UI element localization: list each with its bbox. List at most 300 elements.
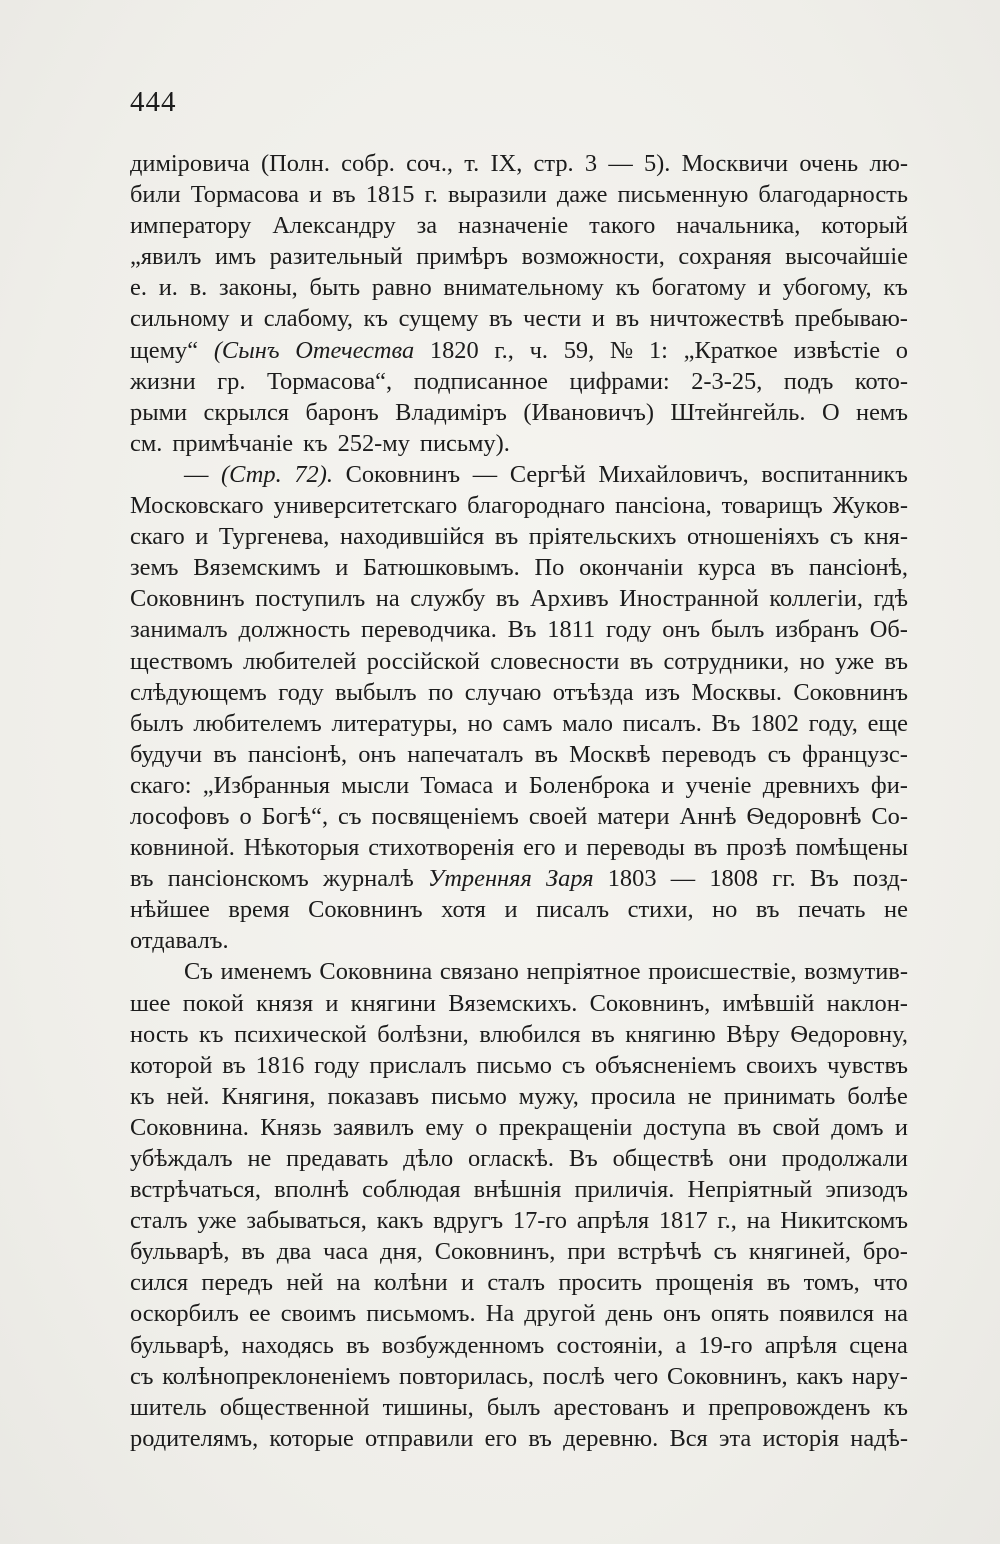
word: опять [710,1300,770,1328]
word: не [687,1082,712,1110]
word: и [894,1113,908,1141]
word: какъ [796,1362,844,1390]
word: и [195,523,209,551]
word: въ [346,1331,370,1359]
word: Вѣру [726,1020,780,1048]
text-line [130,894,908,925]
text-line [130,1019,908,1050]
word: отдавалъ. [130,927,229,955]
word: Александру [272,212,396,240]
word: находясь [241,1331,334,1359]
word: въ [629,647,654,675]
word: щему“ [130,336,199,364]
word: помѣщены [795,834,908,862]
word: ее [248,1300,271,1328]
word: въ [494,523,519,551]
word: равно [371,274,432,302]
word: законы, [218,274,298,302]
word: огласкѣ. [468,1145,555,1172]
text-line [130,241,908,272]
word: гдѣ [873,585,908,613]
word: родителямъ, [130,1424,259,1452]
word: прислалъ [369,1051,467,1079]
word: исторiя [762,1424,840,1452]
word: и [757,274,771,302]
word: примѣчанiе [172,429,294,457]
word: французс- [802,740,908,768]
word: въ [534,740,558,768]
word: Штейнгейль. [670,398,806,426]
word: е. [130,274,147,302]
text-line [130,459,908,490]
word: стихотворенiя [368,834,515,862]
word: прощенiя [655,1269,754,1297]
word: который [821,212,908,240]
word: о [475,1113,488,1141]
word: влюбился [479,1020,581,1048]
word: самъ [502,709,553,737]
word: Со- [871,802,908,830]
word: будучи [130,740,203,768]
word: къ [615,274,640,302]
word: Утренняя [427,865,532,893]
word: выразили [447,181,547,209]
word: находившiйся [339,523,485,551]
page-number: 444 [130,86,177,118]
word: Соковнинъ, [589,989,711,1017]
word: эпизодъ [825,1176,908,1204]
text-line [130,1236,908,1267]
word: „Избранныя [202,771,330,799]
word: лю- [869,150,908,177]
word: баронъ [305,398,379,426]
word: на [336,1269,361,1297]
word: и [461,1269,475,1297]
word: любителей [243,647,357,675]
word: надѣ- [850,1424,908,1452]
word: Отечества [295,336,415,364]
word: наклон- [826,989,908,1017]
word: уже [197,1207,237,1235]
text-line [130,925,908,956]
word: Нѣкоторыя [243,834,360,862]
word: гр. [217,367,246,395]
word: обществѣ [612,1145,714,1172]
word: Соковнина. [130,1113,249,1141]
word: Въ [711,709,741,737]
word: Владимiръ [395,398,507,426]
word: Ѳедоровнѣ [746,802,862,830]
word: кото- [854,367,908,395]
word: пребываю- [794,305,908,333]
word: должность [238,616,351,644]
word: время [228,896,290,924]
word: послѣ [542,1362,605,1390]
text-line [130,179,908,210]
word: Жуков- [832,492,908,520]
word: письмомъ. [366,1300,476,1328]
word: (Ивановичъ) [523,398,654,426]
word: Соковнинъ, [666,1362,788,1390]
word: и [325,989,339,1017]
word: Батюшковымъ. [363,554,520,582]
word: Соковнинъ, [434,1238,556,1266]
word: въ [213,740,237,768]
word: 1808 [709,865,759,893]
word: высочайшiе [785,243,908,271]
word: писалъ [536,896,610,924]
word: встрѣчѣ [617,1238,702,1266]
word: чести [523,305,582,333]
word: препровожденъ [708,1393,871,1421]
word: пансiонѣ, [808,554,908,582]
word: приличiя. [574,1176,675,1204]
word: — [608,150,633,177]
text-line [130,739,908,770]
word: скаго: [130,771,192,799]
word: и [661,771,675,799]
word: службу [410,585,486,613]
word: ч. [529,336,548,364]
word: которой [130,1051,213,1079]
word: апрѣля [576,1207,650,1235]
word: Соковнинъ [308,896,423,924]
word: На [485,1300,515,1328]
word: въ [693,834,718,862]
word: своимъ [280,1300,357,1328]
word: Аннѣ [679,802,737,830]
word: еще [867,709,908,737]
word: 19-го [698,1331,753,1359]
word: Соковнинъ [793,678,908,706]
word: Съ [184,958,213,986]
word: психической [234,1020,367,1048]
word: 3 [584,150,598,177]
word: назначенiе [458,212,569,240]
word: нару- [851,1362,908,1390]
word: Въ [568,1145,598,1172]
word: внѣшнiя [473,1176,562,1204]
word: колѣнопреклоненiемъ [162,1362,391,1390]
word: Богѣ“, [261,802,329,830]
word: 72). [294,460,333,488]
word: въ [737,1113,762,1141]
word: и [240,305,254,333]
word: мысли [341,771,410,799]
word: съ [561,1051,586,1079]
word: шитель [130,1393,207,1421]
word: избранъ [775,616,859,644]
word: но [712,896,738,924]
word: въ [770,554,795,582]
word: день [605,1300,653,1328]
word: богатому [651,274,747,302]
word: — [472,460,498,488]
text-line [130,1330,908,1361]
word: писалъ. [622,709,702,737]
word: 1803 [607,865,657,893]
word: Архивъ [529,585,609,613]
word: Москвы. [691,678,782,706]
word: и [309,181,323,209]
word: Тургенева, [218,523,330,551]
word: Княгиня, [221,1082,316,1110]
word: ществомъ [130,647,233,675]
word: соч., [406,150,454,177]
word: прекращенiи [498,1113,633,1141]
word: университетскаго [273,492,458,520]
word: просила [590,1082,676,1110]
word: связано [439,958,519,986]
word: передъ [201,1269,274,1297]
word: коллегiи, [769,585,863,613]
word: скрылся [203,398,289,426]
text-line [130,801,908,832]
word: слабому, [263,305,353,333]
word: сцена [849,1331,908,1359]
word: Князь [260,1113,322,1141]
word: Вяземскимъ [193,554,321,582]
word: позд- [852,865,908,893]
word: фи- [870,771,908,799]
word: лософовъ [130,802,230,830]
word: при [567,1238,606,1266]
text-line [130,956,908,987]
word: ничтожествѣ [649,305,785,333]
text-line [130,1392,908,1423]
text-line [130,1205,908,1236]
word: и [504,771,518,799]
word: занималъ [130,616,228,644]
word: ковниной. [130,834,235,862]
word: его [523,834,556,862]
word: печать [797,896,866,924]
text-line [130,1298,908,1329]
word: императору [130,212,252,240]
word: показавъ [327,1082,420,1110]
word: см. [130,429,163,457]
word: къ [883,274,908,302]
word: „Краткое [683,336,778,364]
text-line [130,1361,908,1392]
word: шее [130,989,171,1017]
word: которые [269,1424,354,1452]
text-line [130,272,908,303]
word: былъ [130,709,184,737]
word: колѣни [373,1269,448,1297]
text-line [130,335,908,366]
word: возможности, [521,243,665,271]
word: въ [222,1051,246,1079]
word: переводчика. [360,616,497,644]
word: вполнѣ [274,1176,350,1204]
word: Иностранной [619,585,759,613]
word: отправили [365,1424,474,1452]
word: внимательному [443,274,604,302]
word: 1811 [547,616,596,644]
text-line [130,521,908,552]
text-line [130,708,908,739]
text-line [130,614,908,645]
word: рыми [130,398,188,426]
word: окончанiи [579,554,684,582]
word: въ [332,181,356,209]
word: гг. [772,865,796,893]
word: былъ [710,616,765,644]
word: благодарность [758,181,908,209]
word: жизни [130,367,196,395]
word: Сергѣй [509,460,586,488]
word: 2-3-25, [691,367,763,395]
word: сохраняя [678,243,772,271]
word: 1802 [750,709,799,737]
word: дѣло [403,1145,454,1172]
word: 59, [563,336,595,364]
word: къ [303,429,328,457]
word: пансiонскомъ [167,865,309,893]
word: г., [494,336,514,364]
word: эта [718,1424,752,1452]
word: съ [130,1362,154,1390]
word: в. [189,274,208,302]
word: съ [338,802,362,830]
word: Михайловичъ, [598,460,749,488]
word: Тормасова“, [266,367,393,395]
word: 1815 [365,181,415,209]
word: курса [697,554,756,582]
word: сущему [398,305,479,333]
word: на [746,1207,771,1235]
word: въ [489,305,513,333]
word: нѣйшее [130,896,210,924]
word: Никитскомъ [780,1207,908,1235]
word: Москвичи [681,150,789,177]
word: другой [524,1300,596,1328]
word: сотрудники, [663,647,790,675]
word: Тормасова [190,181,299,209]
word: въ [130,865,154,893]
text-line [130,303,908,334]
word: скаго [130,523,185,551]
word: — [670,865,696,893]
word: княгиню [625,1020,716,1048]
word: княгини [350,989,436,1017]
word: прозѣ [726,834,787,862]
text-line [130,646,908,677]
word: княгиней, [748,1238,852,1266]
word: въ [755,896,780,924]
text-line [130,863,908,894]
word: съ [767,740,792,768]
word: воспитанникъ [761,460,908,488]
word: болѣе [847,1082,908,1110]
word: 252-му [337,429,410,457]
word: — [184,460,209,488]
word: ней. [166,1082,210,1110]
word: забываться, [246,1207,367,1235]
word: отъѣзда [552,678,634,706]
word: но [799,647,825,675]
word: пансiона, [614,492,712,520]
text-line [130,1081,908,1112]
word: и [335,554,349,582]
word: именемъ [220,958,312,986]
word: т. [464,150,480,177]
word: быть [309,274,361,302]
word: просить [558,1269,643,1297]
word: (Полн. [260,150,330,177]
word: сильному [130,305,230,333]
word: сталъ [130,1207,188,1235]
word: изъ [645,678,680,706]
body-text [130,148,908,1454]
word: принимать [723,1082,836,1110]
word: два [276,1238,312,1266]
word: бульварѣ, [130,1331,230,1359]
word: благороднаго [467,492,606,520]
text-line [130,490,908,521]
word: Томаса [420,771,494,799]
word: По [534,554,565,582]
word: даже [556,181,608,209]
word: въ [615,305,640,333]
word: подписанное [413,367,549,395]
word: какъ [376,1207,424,1235]
word: письмо [431,1082,507,1110]
word: году [278,678,324,706]
word: непрiятное [526,958,641,986]
word: уже [834,647,875,675]
word: Вяземскихъ. [448,989,578,1017]
word: древнихъ [762,771,860,799]
word: г. [424,181,438,209]
word: что [873,1269,908,1297]
word: покой [182,989,244,1017]
word: (Стр. [221,460,282,488]
word: ему [425,1113,464,1141]
word: домъ [831,1113,884,1141]
word: 1817 [658,1207,708,1235]
word: мало [562,709,613,737]
word: соблюдая [362,1176,461,1204]
word: немъ [856,398,908,426]
word: на [375,585,400,613]
word: былъ [486,1393,541,1421]
text-line [130,583,908,614]
word: чувствъ [827,1051,908,1079]
word: на [884,1300,908,1328]
text-line [130,1112,908,1143]
word: земъ [130,554,179,582]
word: Ѳедоровну, [790,1020,908,1048]
word: сталъ [487,1269,546,1297]
word: переводъ [661,740,757,768]
word: бульварѣ, [130,1238,230,1266]
word: въ [495,585,520,613]
word: къ [883,1393,908,1421]
word: Соковнинъ [345,460,461,488]
word: Въ [507,616,537,644]
word: Въ [809,865,839,893]
word: и [504,896,518,924]
text-line [130,1423,908,1454]
word: и. [158,274,178,302]
word: О [821,398,840,426]
word: а [675,1331,687,1359]
word: они [728,1145,767,1172]
word: собр. [341,150,395,177]
word: отношенiяхъ [686,523,820,551]
